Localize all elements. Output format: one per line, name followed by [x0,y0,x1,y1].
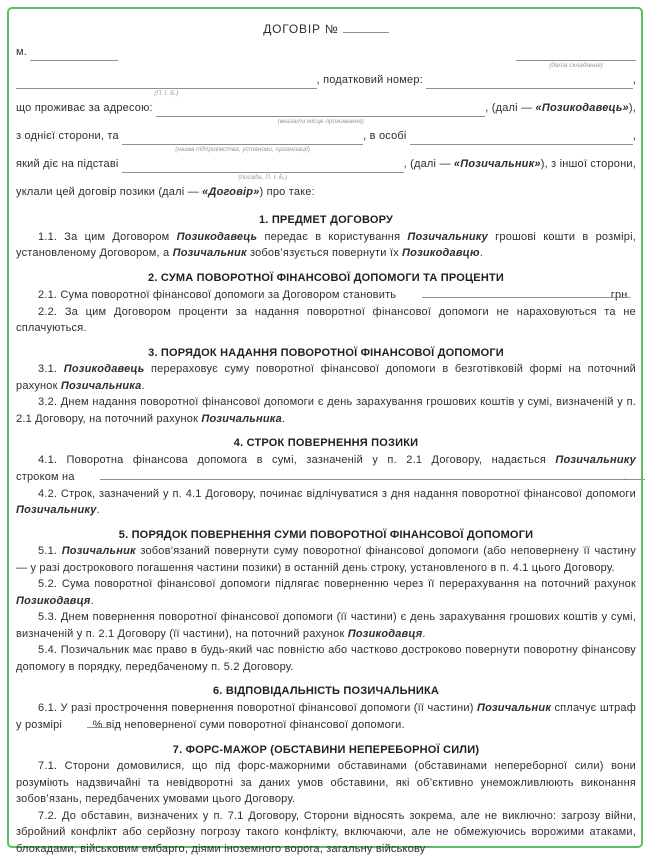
text-run: . [422,628,425,640]
section-heading: 2. СУМА ПОВОРОТНОЇ ФІНАНСОВОЇ ДОПОМОГИ ТА ПРОЦЕНТИ [16,270,636,287]
section-heading: 3. ПОРЯДОК НАДАННЯ ПОВОРОТНОЇ ФІНАНСОВОЇ ДОПОМОГИ [16,345,636,362]
fill-in-blank [426,77,633,89]
fill-in-blank [343,21,389,38]
defined-term: Позичальнику [555,454,636,466]
text-run: , (далі — [485,100,535,117]
defined-term: Позикодавця [348,628,423,640]
text-run: . [623,471,626,483]
defined-term: Позикодавця [16,595,91,607]
fill-in-line [16,156,636,173]
field-hint-label: (дата складання) [549,62,603,70]
text-run: . [142,380,145,392]
contract-document [16,21,636,857]
paragraph [16,700,636,734]
field-hint-label: (вказати місце проживання) [278,118,364,126]
paragraph [16,286,636,304]
text-run: , податковий номер: [317,72,427,89]
text-run: зобов’язаний повернути суму поворотної фінансової допомоги (або неповернену її частину — у разі дострокового погашення частини позики) в останній день строку, установленого в п. 4.1 цього Договору. [16,545,636,574]
text-run: уклали цей договір позики (далі — [16,184,202,201]
blank-line [30,49,118,61]
text-run: 5.4. Позичальник має право в будь-який час повністю або частково достроково повернути поворотну фінансову допомогу в порядку, передбаченому п. 5.2 Договору. [16,644,636,673]
defined-term: Позикодавець [64,363,145,375]
fill-in-blank [78,468,623,486]
field-hint-label: (П. І. Б.) [154,90,178,98]
header-fill-in-block [16,44,636,201]
fill-in-blank-labeled [122,133,363,145]
defined-term: Позичальник [62,545,136,557]
text-run: ), з іншої сторони, [541,156,636,173]
blank-line [422,286,630,298]
text-run: , (далі — [404,156,454,173]
text-run: 5.1. [38,545,62,557]
text-run: . [97,504,100,516]
defined-term: Позичальник [173,247,247,259]
paragraph [16,361,636,394]
text-run: передає в користування [257,231,407,243]
blank-line [87,716,111,728]
text-run: 5.2. Сума поворотної фінансової допомоги підлягає поверненню через її перерахування на поточний рахунок [38,578,636,590]
defined-term: Позикодавець [177,231,258,243]
text-run: сплачує штраф у розмірі [16,702,636,732]
sections-container [16,212,636,857]
blank-line [156,105,485,117]
text-run: 1.1. За цим Договором [38,231,177,243]
defined-term: Позичальнику [16,504,97,516]
text-run: , [633,72,636,89]
text-run: 3.2. Днем надання поворотної фінансової допомоги є день зарахування грошових коштів у сумі, визначеній у п. 2.1 Договору, на поточний рахунок [16,396,636,425]
text-run: грн. [608,289,631,301]
defined-term: Позичальнику [407,231,488,243]
text-run: . [282,413,285,425]
section-heading: 7. ФОРС-МАЖОР (ОБСТАВИНИ НЕПЕРЕБОРНОЇ СИЛИ) [16,742,636,759]
defined-term: Позикодавцю [402,247,480,259]
text-run: строком на [16,471,78,483]
blank-line [516,49,636,61]
fill-in-line [16,44,636,61]
paragraph [16,808,636,857]
paragraph [16,543,636,576]
blank-line [426,77,633,89]
defined-term: «Договір» [202,184,259,201]
text-run: . [480,247,483,259]
paragraph [16,576,636,609]
section-heading: 5. ПОРЯДОК ПОВЕРНЕННЯ СУМИ ПОВОРОТНОЇ ФІНАНСОВОЇ ДОПОМОГИ [16,527,636,544]
field-hint-label: (назва підприємства, установи, організації) [175,146,310,154]
text-run: перераховує суму поворотної фінансової допомоги в безготівковій формі на поточний рахунок [16,363,636,392]
paragraph [16,758,636,808]
text-run: ), [629,100,636,117]
text-run: який діє на підставі [16,156,122,173]
defined-term: «Позикодавець» [536,100,629,117]
blank-line [410,133,633,145]
field-hint-label: (посада, П. І. Б.) [238,174,287,182]
fill-in-line [16,72,636,89]
defined-term: Позичальник [477,702,551,714]
text-run: 7.1. Сторони домовилися, що під форс-мажорними обставинами (обставинами непереборної сили) вони розуміють надзвичайні та невідворотні за даних умов обставини, які об’єктивно унеможливлюють виконання зобов’язань, передбачених умовами цього Договору. [16,760,636,805]
paragraph [16,229,636,262]
blank-line [122,161,404,173]
text-run: що проживає за адресою: [16,100,156,117]
fill-in-blank-labeled [156,105,485,117]
text-run: 2.2. За цим Договором проценти за надання поворотної фінансової допомоги не нараховуються та не сплачуються. [16,306,636,335]
text-run: з однієї сторони, та [16,128,122,145]
text-run: грошові кошти в розмірі, установленому Договором, а [16,231,636,260]
blank-line [122,133,363,145]
text-run: 5.3. Днем повернення поворотної фінансової допомоги (її частини) є день зарахування грошових коштів у сумі, визначеній у п. 2.1 Договору (її частини), на поточний рахунок [16,611,636,640]
text-run: . [91,595,94,607]
fill-in-line [16,128,636,145]
fill-in-blank [30,49,118,61]
defined-term: Позичальника [201,413,282,425]
fill-in-blank [65,716,89,734]
fill-in-blank [400,286,608,304]
fill-in-line [16,184,636,201]
text-run: зобов’язується повернути їх [247,247,402,259]
paragraph [16,486,636,519]
text-run: 6.1. У разі прострочення повернення поворотної фінансової допомоги (її частини) [38,702,477,714]
text-run: м. [16,44,30,61]
defined-term: Позичальника [61,380,142,392]
fill-in-blank [410,133,633,145]
text-run: 7.2. До обставин, визначених у п. 7.1 Договору, Сторони відносять зокрема, але не виключно: загрозу війни, збройний конфлікт або серйозну погрозу такого конфлікту, включаючи, але не обмежуючись ворожими атаками, блокадами, військовим ембарго, діями іноземного ворога, загальну військову [16,810,636,855]
text-run: 4.1. Поворотна фінансова допомога в сумі, зазначеній у п. 2.1 Договору, надається [38,454,555,466]
text-run: ) про таке: [260,184,315,201]
fill-in-blank-labeled [516,49,636,61]
section-heading: 4. СТРОК ПОВЕРНЕННЯ ПОЗИКИ [16,435,636,452]
blank-line [100,468,645,480]
section-heading: 1. ПРЕДМЕТ ДОГОВОРУ [16,212,636,229]
text-run: 4.2. Строк, зазначений у п. 4.1 Договору, починає відлічуватися з дня надання поворотної фінансової допомоги [38,488,636,500]
paragraph [16,304,636,337]
text-run: , в особі [363,128,410,145]
paragraph [16,394,636,427]
blank-line [16,77,317,89]
fill-in-line [16,100,636,117]
paragraph [16,642,636,675]
text-run: , [633,128,636,145]
text-group [16,471,626,483]
paragraph [16,452,636,486]
text-run: 3.1. [38,363,64,375]
text-run: % від неповерненої суми поворотної фінансової допомоги. [89,719,404,731]
blank-line [343,21,389,33]
section-heading: 6. ВІДПОВІДАЛЬНІСТЬ ПОЗИЧАЛЬНИКА [16,683,636,700]
text-run: ДОГОВІР № [263,22,343,36]
fill-in-blank-labeled [16,77,317,89]
document-title [16,21,636,38]
text-run: 2.1. Сума поворотної фінансової допомоги за Договором становить [38,289,400,301]
paragraph [16,609,636,642]
fill-in-blank-labeled [122,161,404,173]
defined-term: «Позичальник» [454,156,541,173]
